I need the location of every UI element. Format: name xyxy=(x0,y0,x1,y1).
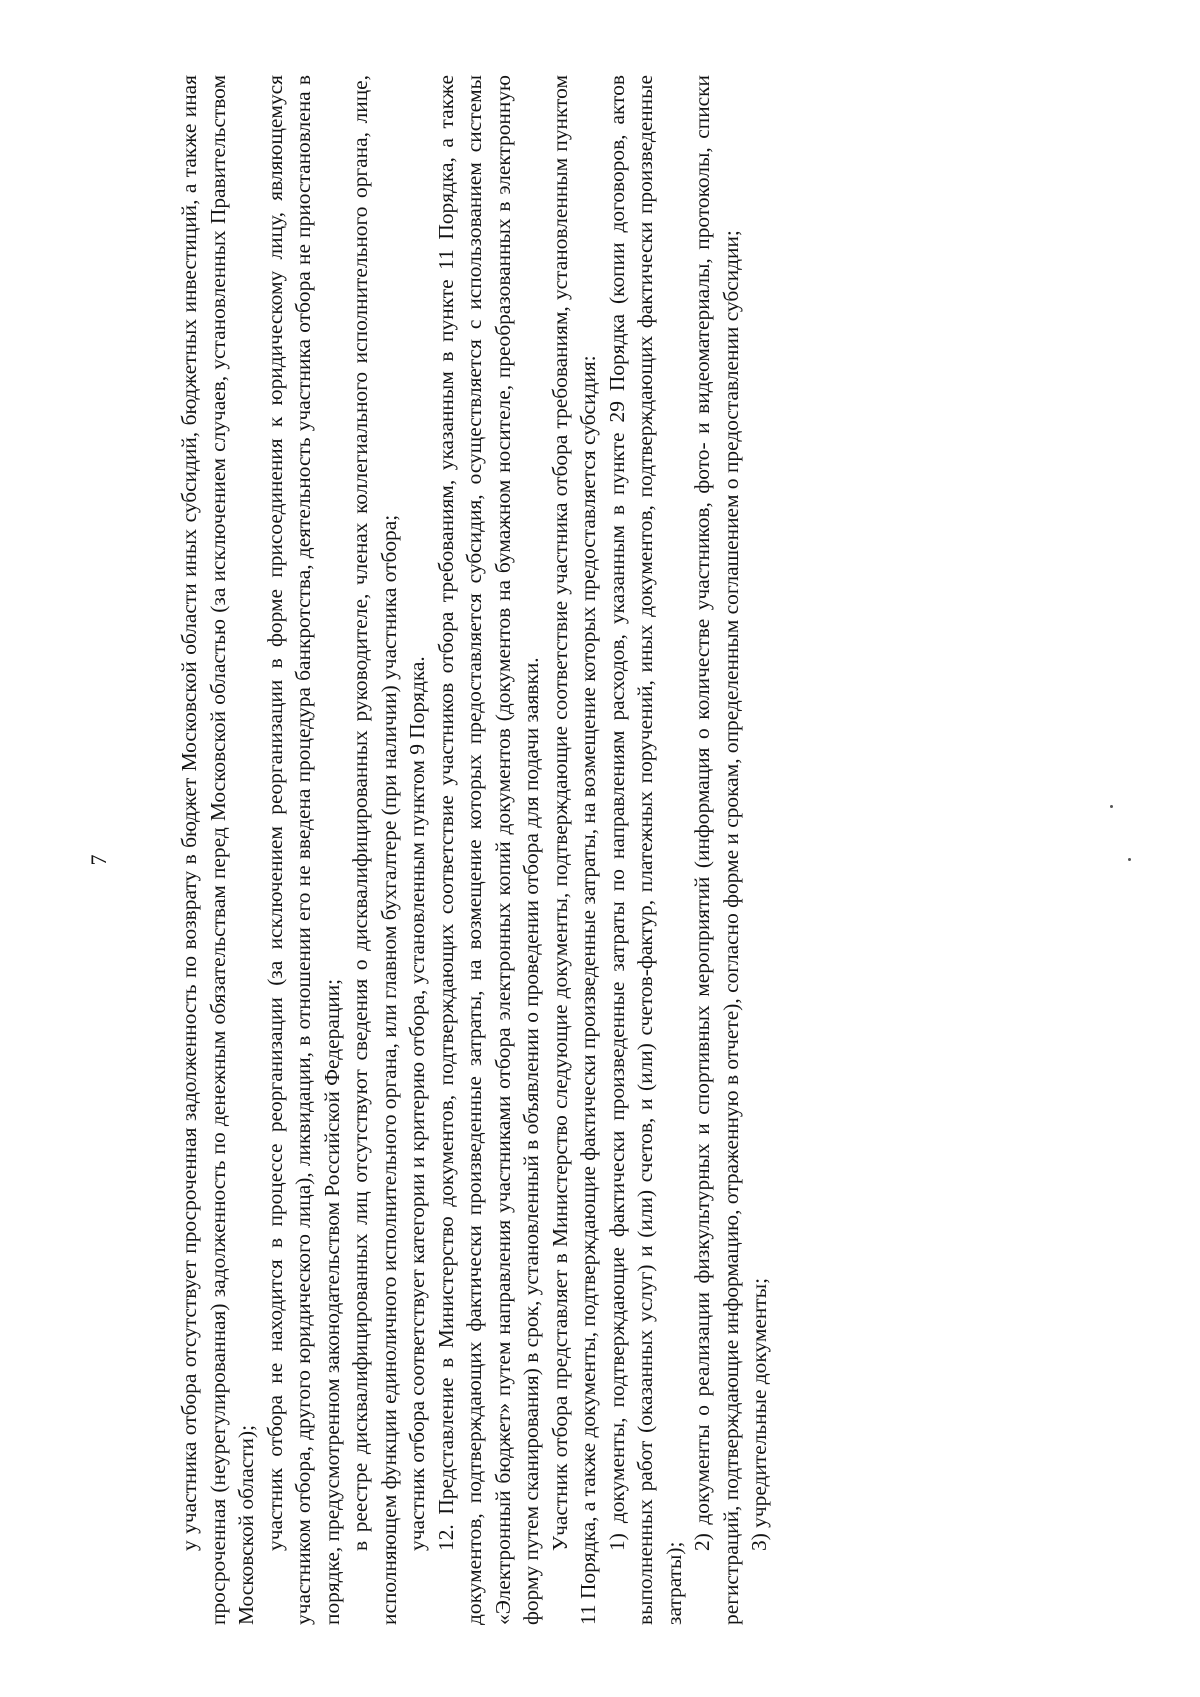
scan-speck xyxy=(1128,858,1131,861)
paragraph: у участника отбора отсутствует просроченная задолженность по возврату в бюджет Московской области иных субсидий, бюджетных инвестиций, а также иная просроченная (неурегулированная) задолженность по денежным обязательствам перед Московской областью (за исключением случаев, установленных Правительством Московской области); xyxy=(177,75,258,1625)
paragraph: Участник отбора представляет в Министерство следующие документы, подтверждающие соответствие участника отбора требованиям, установленным пунктом 11 Порядка, а также документы, подтверждающие фактически произведенные затраты, на возмещение которых предоставляется субсидия: xyxy=(547,75,600,1625)
rotated-page-content xyxy=(86,75,1055,1625)
scan-speck xyxy=(1110,805,1113,808)
paragraph: 2) документы о реализации физкультурных и спортивных мероприятий (информация о количестве участников, фото- и видеоматериалы, протоколы, списки регистраций, подтверждающие информацию, отраженную в отчете), согласно форме и срокам, определенным соглашением о предоставлении субсидии; xyxy=(690,75,743,1625)
page-number: 7 xyxy=(86,854,111,866)
paragraph: участник отбора соответствует категории и критерию отбора, установленным пунктом 9 Порядка. xyxy=(405,656,429,1551)
document-body xyxy=(175,75,774,1625)
paragraph: 3) учредительные документы; xyxy=(747,1277,771,1551)
paragraph: участник отбора не находится в процессе реорганизации (за исключением реорганизации в форме присоединения к юридическому лицу, являющемуся участником отбора, другого юридического лица), ликвидации, в отношении его не введена процедура банкротства, деятельность участника отбора не приостановлена в порядке, предусмотренном законодательством Российской Федерации; xyxy=(262,75,344,1625)
paragraph: в реестре дисквалифицированных лиц отсутствуют сведения о дисквалифицированных руководителе, членах коллегиального исполнительного органа, лице, исполняющем функции единоличного исполнительного органа, или главном бухгалтере (при наличии) участника отбора; xyxy=(348,75,401,1625)
paragraph: 12. Представление в Министерство документов, подтверждающих соответствие участников отбора требованиям, указанным в пункте 11 Порядка, а также документов, подтверждающих фактически произведенные затраты, на возмещение которых предоставляется субсидия, осуществляется с использованием системы «Электронный бюджет» путем направления участниками отбора электронных копий документов (документов на бумажном носителе, преобразованных в электронную форму путем сканирования) в срок, установленный в объявлении о проведении отбора для подачи заявки. xyxy=(433,75,543,1625)
paragraph: 1) документы, подтверждающие фактически произведенные затраты по направлениям расходов, указанным в пункте 29 Порядка (копии договоров, актов выполненных работ (оказанных услуг) и (или) счетов, и (или) счетов-фактур, платежных поручений, иных документов, подтверждающих фактически произведенные затраты); xyxy=(604,75,686,1625)
